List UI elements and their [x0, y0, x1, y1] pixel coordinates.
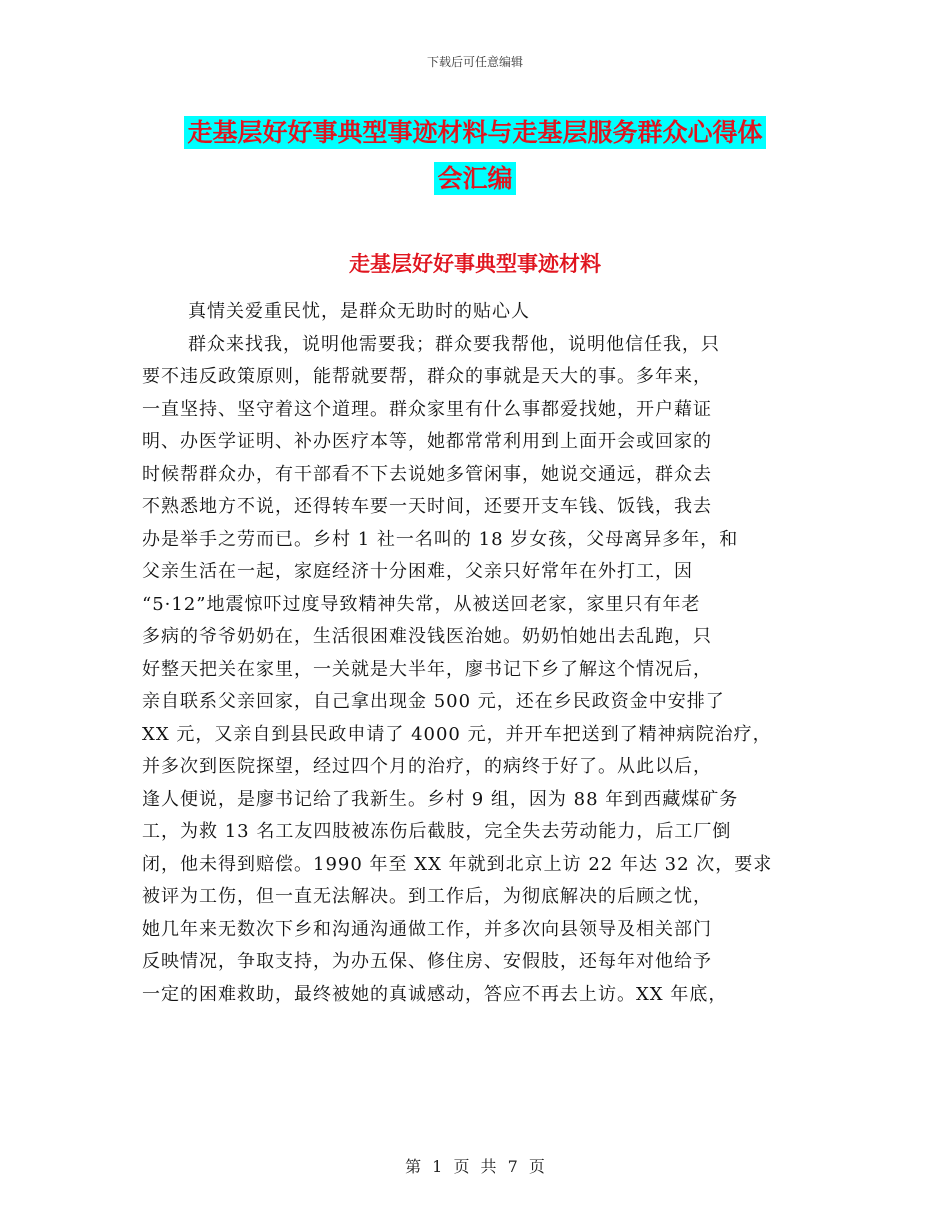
body-line: 亲自联系父亲回家，自己拿出现金 500 元，还在乡民政资金中安排了: [142, 691, 725, 712]
body-line: 逢人便说，是廖书记给了我新生。乡村 9 组，因为 88 年到西藏煤矿务: [142, 788, 739, 810]
document-title-line-1: 走基层好好事典型事迹材料与走基层服务群众心得体: [184, 116, 765, 149]
body-line: 不熟悉地方不说，还得转车要一天时间，还要开支车钱、饭钱，我去: [142, 496, 712, 517]
body-subheading: 真情关爱重民忧，是群众无助时的贴心人: [188, 301, 530, 322]
body-line: “5·12”地震惊吓过度导致精神失常，从被送回老家，家里只有年老: [142, 593, 701, 615]
header-note: 下载后可任意编辑: [426, 55, 523, 69]
body-line: 一直坚持、坚守着这个道理。群众家里有什么事都爱找她，开户藉证: [142, 398, 712, 420]
body-line: 她几年来无数次下乡和沟通沟通做工作，并多次向县领导及相关部门: [142, 918, 712, 940]
section-title: 走基层好好事典型事迹材料: [349, 252, 601, 276]
body-line: 多病的爷爷奶奶在，生活很困难没钱医治她。奶奶怕她出去乱跑，只: [142, 626, 712, 647]
body-line: 被评为工伤，但一直无法解决。到工作后，为彻底解决的后顾之忧，: [142, 886, 712, 907]
body-line: 工，为救 13 名工友四肢被冻伤后截肢，完全失去劳动能力，后工厂倒: [142, 821, 732, 842]
body-line: 要不违反政策原则，能帮就要帮，群众的事就是天大的事。多年来，: [142, 366, 712, 387]
body-line: 闭，他未得到赔偿。1990 年至 XX 年就到北京上访 22 年达 32 次，要求: [142, 853, 773, 875]
body-line: 办是举手之劳而已。乡村 1 社一名叫的 18 岁女孩，父母离异多年，和: [142, 528, 739, 550]
body-text: [142, 296, 822, 1011]
body-line: 父亲生活在一起，家庭经济十分困难，父亲只好常年在外打工，因: [142, 561, 693, 582]
body-line: 并多次到医院探望，经过四个月的治疗，的病终于好了。从此以后，: [142, 756, 712, 777]
document-title: [0, 110, 950, 202]
body-line: 反映情况，争取支持，为办五保、修住房、安假肢，还每年对他给予: [142, 951, 712, 972]
document-title-line-2: 会汇编: [434, 162, 515, 195]
page-number-footer: 第 1 页 共 7 页: [405, 1157, 545, 1176]
body-line: XX 元，又亲自到县民政申请了 4000 元，并开车把送到了精神病院治疗，: [142, 723, 772, 745]
body-line: 一定的困难救助，最终被她的真诚感动，答应不再去上访。XX 年底，: [142, 983, 728, 1005]
body-line: 好整天把关在家里，一关就是大半年，廖书记下乡了解这个情况后，: [142, 658, 712, 680]
body-line: 群众来找我，说明他需要我；群众要我帮他，说明他信任我，只: [188, 333, 720, 355]
body-line: 时候帮群众办，有干部看不下去说她多管闲事，她说交通远，群众去: [142, 463, 712, 485]
body-line: 明、办医学证明、补办医疗本等，她都常常利用到上面开会或回家的: [142, 431, 712, 452]
